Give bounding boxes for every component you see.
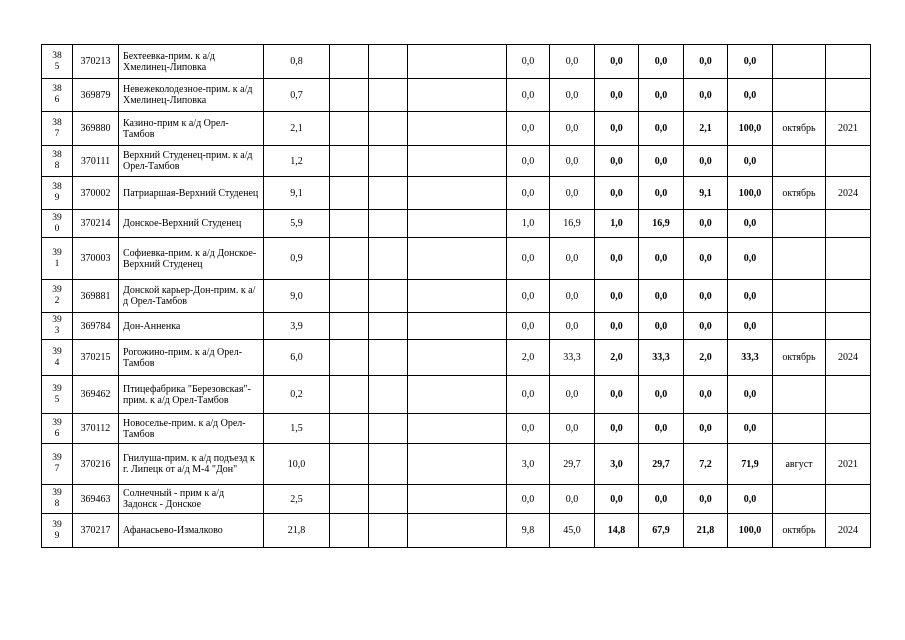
row-number (42, 280, 73, 313)
row-number (42, 444, 73, 485)
value-cell: 2,0 (684, 340, 728, 376)
value-cell: 33,3 (550, 340, 595, 376)
value-cell: 0,0 (507, 177, 550, 210)
empty-cell (330, 146, 369, 177)
row-number-part: 7 (54, 128, 60, 139)
empty-cell (369, 514, 408, 548)
empty-cell (330, 514, 369, 548)
row-number-part: 38 (52, 50, 62, 61)
value-cell: 21,8 (684, 514, 728, 548)
month-cell: октябрь (773, 340, 826, 376)
row-number-part: 6 (54, 95, 60, 105)
empty-cell (369, 210, 408, 238)
empty-cell (369, 376, 408, 414)
empty-cell (408, 238, 507, 280)
road-code: 369462 (73, 376, 119, 414)
value-cell: 0,0 (639, 238, 684, 280)
road-name: Патриаршая-Верхний Студенец (119, 177, 264, 210)
road-length: 1,2 (264, 146, 330, 177)
row-number-part: 7 (54, 464, 60, 474)
month-cell (773, 376, 826, 414)
road-code: 370111 (73, 146, 119, 177)
empty-cell (408, 280, 507, 313)
road-name: Дон-Анненка (119, 313, 264, 340)
road-name: Бехтеевка-прим. к а/д Хмелинец-Липовка (119, 45, 264, 79)
empty-cell (330, 414, 369, 444)
empty-cell (330, 177, 369, 210)
row-number-part: 39 (52, 247, 62, 258)
value-cell: 45,0 (550, 514, 595, 548)
row-number-part: 38 (52, 182, 62, 192)
value-cell: 29,7 (550, 444, 595, 485)
row-number-part: 39 (52, 488, 62, 498)
empty-cell (408, 112, 507, 146)
value-cell: 0,0 (550, 45, 595, 79)
value-cell: 0,0 (550, 485, 595, 514)
value-cell: 0,0 (684, 45, 728, 79)
year-cell (826, 210, 871, 238)
road-name: Казино-прим к а/д Орел-Тамбов (119, 112, 264, 146)
row-number (42, 414, 73, 444)
empty-cell (408, 485, 507, 514)
road-code: 370216 (73, 444, 119, 485)
value-cell: 0,0 (550, 146, 595, 177)
table-row (42, 340, 871, 376)
empty-cell (330, 444, 369, 485)
row-number-part: 38 (52, 117, 62, 128)
value-cell: 0,0 (639, 112, 684, 146)
road-code: 370214 (73, 210, 119, 238)
value-cell: 9,8 (507, 514, 550, 548)
month-cell: август (773, 444, 826, 485)
value-cell: 0,0 (550, 313, 595, 340)
value-cell: 0,0 (507, 238, 550, 280)
row-number-part: 3 (54, 326, 60, 336)
value-cell: 67,9 (639, 514, 684, 548)
month-cell (773, 485, 826, 514)
row-number-part: 2 (54, 296, 60, 306)
row-number-part: 5 (54, 394, 60, 405)
value-cell: 0,0 (639, 79, 684, 112)
value-cell: 0,0 (639, 414, 684, 444)
empty-cell (369, 45, 408, 79)
value-cell: 0,0 (639, 45, 684, 79)
empty-cell (408, 444, 507, 485)
road-length: 0,8 (264, 45, 330, 79)
value-cell: 16,9 (639, 210, 684, 238)
month-cell: октябрь (773, 112, 826, 146)
value-cell: 0,0 (684, 313, 728, 340)
road-name: Донское-Верхний Студенец (119, 210, 264, 238)
empty-cell (369, 79, 408, 112)
row-number-part: 39 (52, 285, 62, 295)
row-number-part: 39 (52, 383, 62, 394)
row-number-part: 1 (54, 258, 60, 269)
road-name: Солнечный - прим к а/д Задонск - Донское (119, 485, 264, 514)
row-number-part: 9 (54, 530, 60, 541)
value-cell: 0,0 (728, 238, 773, 280)
row-number (42, 177, 73, 210)
empty-cell (330, 340, 369, 376)
row-number-part: 5 (54, 61, 60, 72)
empty-cell (408, 45, 507, 79)
value-cell: 0,0 (507, 146, 550, 177)
table-row (42, 146, 871, 177)
empty-cell (369, 313, 408, 340)
row-number-part: 39 (52, 453, 62, 463)
empty-cell (408, 414, 507, 444)
table-row (42, 485, 871, 514)
empty-cell (330, 280, 369, 313)
value-cell: 0,0 (728, 45, 773, 79)
empty-cell (408, 177, 507, 210)
row-number-part: 39 (52, 417, 62, 428)
table-row (42, 280, 871, 313)
value-cell: 16,9 (550, 210, 595, 238)
value-cell: 0,0 (684, 414, 728, 444)
roads-table (41, 44, 871, 548)
empty-cell (408, 79, 507, 112)
month-cell (773, 414, 826, 444)
value-cell: 0,0 (639, 313, 684, 340)
road-name: Рогожино-прим. к а/д Орел-Тамбов (119, 340, 264, 376)
value-cell: 0,0 (684, 280, 728, 313)
table-row (42, 112, 871, 146)
value-cell: 14,8 (595, 514, 639, 548)
value-cell: 7,2 (684, 444, 728, 485)
month-cell (773, 280, 826, 313)
row-number (42, 340, 73, 376)
empty-cell (369, 146, 408, 177)
value-cell: 0,0 (507, 376, 550, 414)
row-number-part: 39 (52, 346, 62, 357)
road-code: 370217 (73, 514, 119, 548)
value-cell: 0,0 (684, 485, 728, 514)
road-code: 370003 (73, 238, 119, 280)
road-code: 369879 (73, 79, 119, 112)
value-cell: 0,0 (595, 45, 639, 79)
value-cell: 2,0 (595, 340, 639, 376)
value-cell: 0,0 (595, 485, 639, 514)
row-number (42, 45, 73, 79)
row-number-part: 38 (52, 84, 62, 94)
row-number (42, 485, 73, 514)
value-cell: 3,0 (595, 444, 639, 485)
road-code: 369463 (73, 485, 119, 514)
empty-cell (330, 112, 369, 146)
row-number-part: 4 (54, 357, 60, 368)
value-cell: 0,0 (550, 376, 595, 414)
row-number-part: 39 (52, 315, 62, 325)
value-cell: 0,0 (728, 79, 773, 112)
row-number (42, 376, 73, 414)
road-name: Гнилуша-прим. к а/д подъезд к г. Липецк от а/д М-4 "Дон" (119, 444, 264, 485)
value-cell: 100,0 (728, 177, 773, 210)
year-cell: 2021 (826, 112, 871, 146)
value-cell: 0,0 (684, 210, 728, 238)
value-cell: 0,0 (728, 414, 773, 444)
value-cell: 0,0 (595, 112, 639, 146)
empty-cell (369, 444, 408, 485)
road-code: 369881 (73, 280, 119, 313)
road-name: Новоселье-прим. к а/д Орел-Тамбов (119, 414, 264, 444)
value-cell: 0,0 (639, 177, 684, 210)
value-cell: 0,0 (550, 414, 595, 444)
table-row (42, 177, 871, 210)
year-cell (826, 414, 871, 444)
row-number (42, 238, 73, 280)
table-row (42, 313, 871, 340)
month-cell (773, 79, 826, 112)
row-number (42, 79, 73, 112)
value-cell: 0,0 (550, 280, 595, 313)
month-cell: октябрь (773, 177, 826, 210)
year-cell (826, 485, 871, 514)
empty-cell (408, 376, 507, 414)
road-code: 370215 (73, 340, 119, 376)
empty-cell (369, 340, 408, 376)
year-cell: 2024 (826, 514, 871, 548)
road-length: 5,9 (264, 210, 330, 238)
road-code: 370112 (73, 414, 119, 444)
year-cell: 2024 (826, 340, 871, 376)
value-cell: 9,1 (684, 177, 728, 210)
road-name: Птицефабрика "Березовская"-прим. к а/д Орел-Тамбов (119, 376, 264, 414)
value-cell: 100,0 (728, 112, 773, 146)
value-cell: 0,0 (595, 177, 639, 210)
empty-cell (369, 177, 408, 210)
road-name: Донской карьер-Дон-прим. к а/д Орел-Тамбов (119, 280, 264, 313)
row-number-part: 8 (54, 499, 60, 509)
empty-cell (330, 45, 369, 79)
value-cell: 0,0 (728, 376, 773, 414)
road-length: 10,0 (264, 444, 330, 485)
empty-cell (330, 79, 369, 112)
value-cell: 0,0 (550, 238, 595, 280)
road-code: 369880 (73, 112, 119, 146)
row-number-part: 8 (54, 161, 60, 171)
month-cell: октябрь (773, 514, 826, 548)
empty-cell (330, 485, 369, 514)
row-number-part: 0 (54, 223, 60, 234)
road-name: Афанасьево-Измалково (119, 514, 264, 548)
road-length: 1,5 (264, 414, 330, 444)
value-cell: 3,0 (507, 444, 550, 485)
value-cell: 0,0 (639, 146, 684, 177)
empty-cell (408, 210, 507, 238)
value-cell: 0,0 (595, 79, 639, 112)
empty-cell (408, 340, 507, 376)
row-number-part: 39 (52, 519, 62, 530)
value-cell: 29,7 (639, 444, 684, 485)
table-body (42, 45, 871, 548)
value-cell: 0,0 (550, 177, 595, 210)
value-cell: 0,0 (684, 238, 728, 280)
month-cell (773, 238, 826, 280)
value-cell: 0,0 (639, 280, 684, 313)
empty-cell (330, 210, 369, 238)
road-code: 369784 (73, 313, 119, 340)
road-length: 3,9 (264, 313, 330, 340)
month-cell (773, 146, 826, 177)
value-cell: 0,0 (684, 146, 728, 177)
value-cell: 1,0 (595, 210, 639, 238)
value-cell: 0,0 (550, 79, 595, 112)
value-cell: 2,1 (684, 112, 728, 146)
month-cell (773, 45, 826, 79)
value-cell: 0,0 (595, 280, 639, 313)
value-cell: 0,0 (595, 414, 639, 444)
table-row (42, 414, 871, 444)
empty-cell (369, 112, 408, 146)
year-cell (826, 313, 871, 340)
empty-cell (369, 238, 408, 280)
value-cell: 0,0 (595, 313, 639, 340)
table-row (42, 45, 871, 79)
row-number (42, 146, 73, 177)
road-length: 21,8 (264, 514, 330, 548)
empty-cell (369, 414, 408, 444)
empty-cell (369, 485, 408, 514)
year-cell (826, 238, 871, 280)
value-cell: 0,0 (684, 376, 728, 414)
month-cell (773, 210, 826, 238)
road-length: 9,1 (264, 177, 330, 210)
road-length: 6,0 (264, 340, 330, 376)
value-cell: 0,0 (507, 79, 550, 112)
road-length: 0,7 (264, 79, 330, 112)
year-cell (826, 146, 871, 177)
value-cell: 1,0 (507, 210, 550, 238)
value-cell: 0,0 (728, 485, 773, 514)
empty-cell (330, 238, 369, 280)
empty-cell (330, 313, 369, 340)
value-cell: 0,0 (595, 376, 639, 414)
year-cell (826, 280, 871, 313)
value-cell: 0,0 (684, 79, 728, 112)
value-cell: 0,0 (728, 313, 773, 340)
value-cell: 0,0 (728, 210, 773, 238)
value-cell: 33,3 (728, 340, 773, 376)
row-number (42, 112, 73, 146)
road-code: 370213 (73, 45, 119, 79)
row-number (42, 313, 73, 340)
value-cell: 0,0 (507, 112, 550, 146)
value-cell: 0,0 (639, 376, 684, 414)
value-cell: 0,0 (507, 414, 550, 444)
road-name: Софиевка-прим. к а/д Донское-Верхний Студенец (119, 238, 264, 280)
table-row (42, 79, 871, 112)
road-length: 2,1 (264, 112, 330, 146)
empty-cell (369, 280, 408, 313)
year-cell (826, 79, 871, 112)
value-cell: 0,0 (507, 45, 550, 79)
road-length: 0,2 (264, 376, 330, 414)
table-row (42, 514, 871, 548)
year-cell: 2021 (826, 444, 871, 485)
road-length: 2,5 (264, 485, 330, 514)
value-cell: 0,0 (728, 280, 773, 313)
row-number-part: 39 (52, 212, 62, 223)
value-cell: 0,0 (550, 112, 595, 146)
year-cell (826, 376, 871, 414)
empty-cell (408, 146, 507, 177)
value-cell: 2,0 (507, 340, 550, 376)
road-name: Верхний Студенец-прим. к а/д Орел-Тамбов (119, 146, 264, 177)
value-cell: 0,0 (507, 313, 550, 340)
table-row (42, 444, 871, 485)
road-name: Невежеколодезное-прим. к а/д Хмелинец-Липовка (119, 79, 264, 112)
value-cell: 0,0 (595, 146, 639, 177)
month-cell (773, 313, 826, 340)
value-cell: 100,0 (728, 514, 773, 548)
value-cell: 33,3 (639, 340, 684, 376)
road-length: 0,9 (264, 238, 330, 280)
road-length: 9,0 (264, 280, 330, 313)
year-cell (826, 45, 871, 79)
empty-cell (330, 376, 369, 414)
road-code: 370002 (73, 177, 119, 210)
year-cell: 2024 (826, 177, 871, 210)
value-cell: 71,9 (728, 444, 773, 485)
table-row (42, 210, 871, 238)
value-cell: 0,0 (639, 485, 684, 514)
value-cell: 0,0 (507, 485, 550, 514)
row-number (42, 514, 73, 548)
value-cell: 0,0 (728, 146, 773, 177)
value-cell: 0,0 (595, 238, 639, 280)
row-number-part: 9 (54, 193, 60, 203)
empty-cell (408, 313, 507, 340)
table-row (42, 376, 871, 414)
table-row (42, 238, 871, 280)
row-number-part: 38 (52, 150, 62, 160)
row-number (42, 210, 73, 238)
value-cell: 0,0 (507, 280, 550, 313)
row-number-part: 6 (54, 428, 60, 439)
empty-cell (408, 514, 507, 548)
